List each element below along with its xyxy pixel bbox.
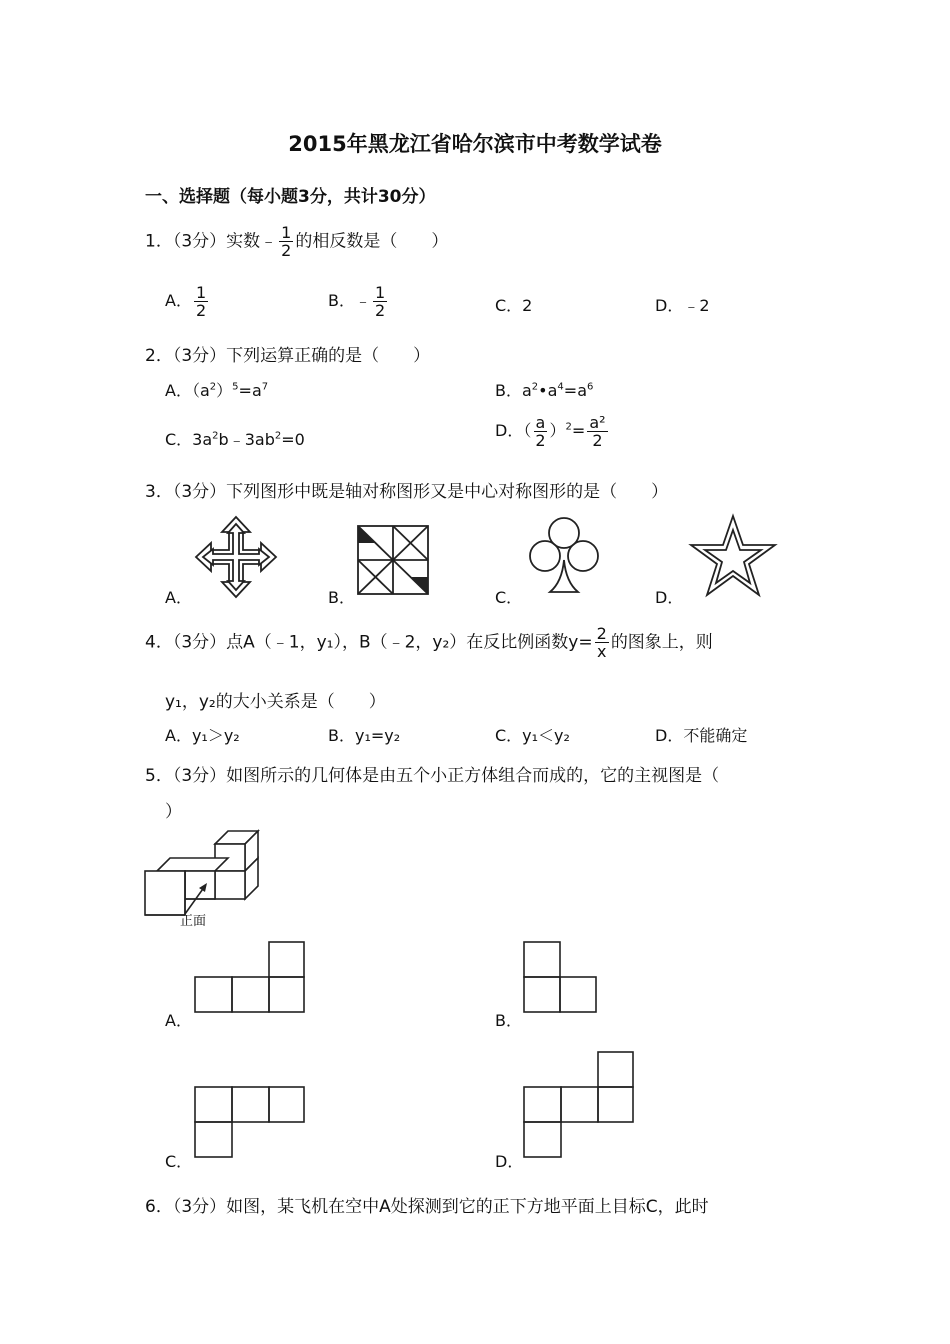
q1-option-c[interactable]: C．2 <box>495 296 533 315</box>
figure-double-star <box>688 513 778 599</box>
q2-option-d[interactable]: D．（ $\frac{a}{2}$ ）$^2$= $\frac{\text{a²}}{2}$ <box>495 413 606 450</box>
q4-option-a[interactable]: A．y₁＞y₂ <box>165 726 240 745</box>
q1-option-a[interactable]: A． $\frac{1}{2}$ <box>165 283 207 320</box>
question-5-stem-line1: 5．（3分）如图所示的几何体是由五个小正方体组合而成的，它的主视图是（ <box>145 766 720 786</box>
question-1-stem: 1．（3分）实数﹣ $\frac{1}{2}$ 的相反数是（ ） <box>145 223 449 260</box>
q5-option-b-view <box>522 940 600 1014</box>
q3-option-c[interactable]: C． <box>495 588 523 607</box>
q5-option-a[interactable]: A． <box>165 1011 192 1030</box>
q2-option-c[interactable]: C．$3a^2b﹣3ab^2=0$ <box>165 430 305 449</box>
q5-option-d-view <box>522 1050 636 1160</box>
question-5-stem-line2: ） <box>165 802 182 822</box>
question-4-stem-line1: 4．（3分）点A（﹣1，y₁），B（﹣2，y₂）在反比例函数y= $\frac{2}{x}$ 的图象上，则 <box>145 624 713 661</box>
figure-cubes-3d <box>143 828 263 918</box>
q5-option-b[interactable]: B． <box>495 1011 522 1030</box>
q1-option-b[interactable]: B．﹣ $\frac{1}{2}$ <box>328 283 386 320</box>
figure-pinwheel <box>355 523 431 597</box>
front-label: 正面 <box>180 914 207 929</box>
page-title: 2015年黑龙江省哈尔滨市中考数学试卷 <box>288 132 662 156</box>
q1-option-d[interactable]: D．﹣2 <box>655 296 710 315</box>
question-6-stem: 6．（3分）如图，某飞机在空中A处探测到它的正下方地平面上目标C，此时 <box>145 1197 709 1217</box>
q5-option-d[interactable]: D． <box>495 1152 524 1171</box>
figure-cross-arrows <box>192 514 280 600</box>
q4-option-c[interactable]: C．y₁＜y₂ <box>495 726 570 745</box>
q5-option-c-view <box>193 1085 307 1159</box>
question-3-stem: 3．（3分）下列图形中既是轴对称图形又是中心对称图形的是（ ） <box>145 482 669 502</box>
q4-option-d[interactable]: D．不能确定 <box>655 726 748 745</box>
q4-option-b[interactable]: B．y₁=y₂ <box>328 726 401 745</box>
fraction: $\frac{1}{2}$ <box>281 223 292 260</box>
q5-option-a-view <box>193 940 307 1014</box>
question-4-stem-line2: y₁，y₂的大小关系是（ ） <box>165 692 386 712</box>
q2-option-b[interactable]: B．$a^2•a^4=a^6$ <box>495 381 594 400</box>
q3-option-a[interactable]: A． <box>165 588 192 607</box>
q3-option-b[interactable]: B． <box>328 588 355 607</box>
figure-club <box>526 514 602 596</box>
q5-option-c[interactable]: C． <box>165 1152 193 1171</box>
q2-option-a[interactable]: A．$(a^2)^5=a^7$ <box>165 381 269 400</box>
question-2-stem: 2．（3分）下列运算正确的是（ ） <box>145 346 431 366</box>
q3-option-d[interactable]: D． <box>655 588 684 607</box>
section-heading: 一、选择题（每小题3分，共计30分） <box>145 187 436 207</box>
